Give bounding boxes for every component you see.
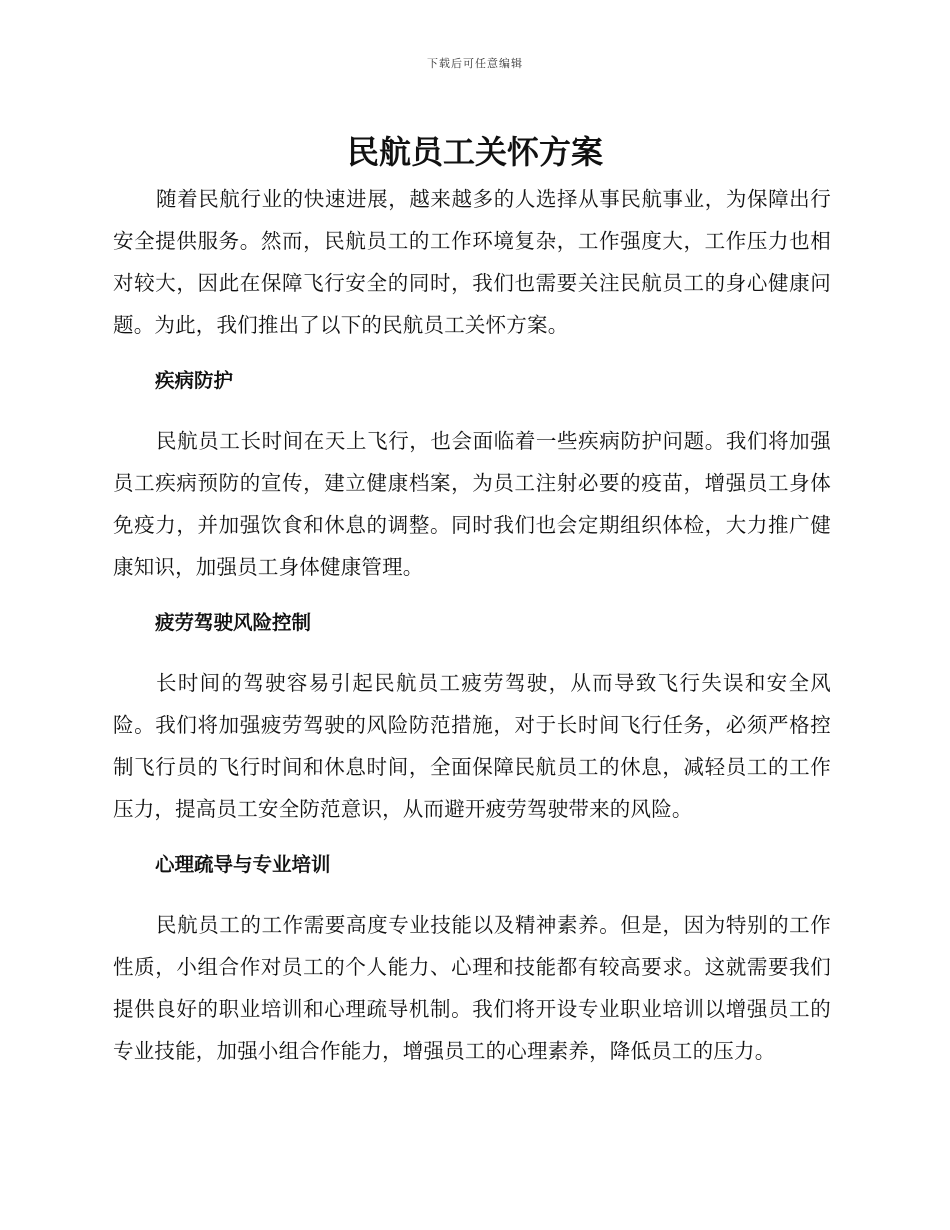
intro-paragraph: 随着民航行业的快速进展，越来越多的人选择从事民航事业，为保障出行安全提供服务。然而，民航员工的工作环境复杂，工作强度大，工作压力也相对较大，因此在保障飞行安全的同时，我们也需要关注民航员工的身心健康问题。为此，我们推出了以下的民航员工关怀方案。 bbox=[113, 187, 831, 337]
header-note: 下载后可任意编辑 bbox=[427, 57, 523, 70]
section-body-psych-training: 民航员工的工作需要高度专业技能以及精神素养。但是，因为特别的工作性质，小组合作对员工的个人能力、心理和技能都有较高要求。这就需要我们提供良好的职业培训和心理疏导机制。我们将开设专业职业培训以增强员工的专业技能，加强小组合作能力，增强员工的心理素养，降低员工的压力。 bbox=[113, 913, 831, 1063]
section-body-disease-prevention: 民航员工长时间在天上飞行，也会面临着一些疾病防护问题。我们将加强员工疾病预防的宣传，建立健康档案，为员工注射必要的疫苗，增强员工身体免疫力，并加强饮食和休息的调整。同时我们也会定期组织体检，大力推广健康知识，加强员工身体健康管理。 bbox=[113, 429, 831, 579]
section-body-fatigue-control: 长时间的驾驶容易引起民航员工疲劳驾驶，从而导致飞行失误和安全风险。我们将加强疲劳驾驶的风险防范措施，对于长时间飞行任务，必须严格控制飞行员的飞行时间和休息时间，全面保障民航员工的休息，减轻员工的工作压力，提高员工安全防范意识，从而避开疲劳驾驶带来的风险。 bbox=[113, 671, 831, 821]
section-heading-fatigue-control: 疲劳驾驶风险控制 bbox=[155, 611, 312, 634]
section-heading-psych-training: 心理疏导与专业培训 bbox=[155, 853, 331, 876]
section-heading-disease-prevention: 疾病防护 bbox=[155, 369, 234, 392]
document-body bbox=[113, 178, 831, 1072]
document-title: 民航员工关怀方案 bbox=[346, 133, 603, 171]
